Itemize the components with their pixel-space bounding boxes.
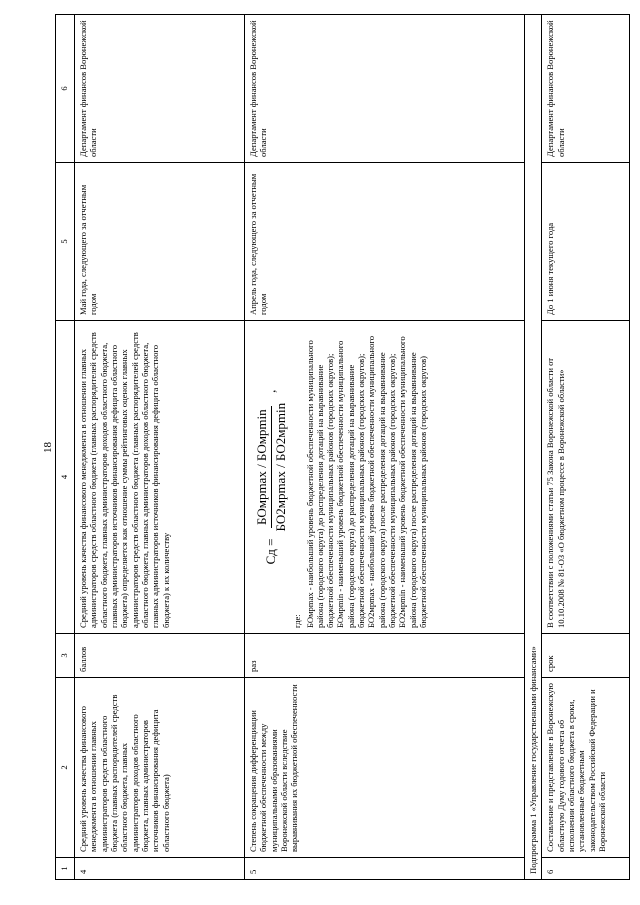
indicators-table [55, 14, 630, 880]
formula-numerator: БОмрmax / БОмрmin [254, 406, 272, 528]
definition: БО2мрmin - наименьший уровень бюджетной обеспеченности муниципального района (городского округа) после распределения дотаций на выравнивание бюджетной обеспеченности муниципальных районов (городских округов) [397, 336, 428, 628]
table-row [542, 15, 630, 880]
page-number: 18 [42, 442, 54, 453]
column-header: 2 [56, 678, 75, 858]
header-row [56, 15, 75, 880]
formula-denominator: БО2мрmax / БО2мрmin [272, 402, 288, 532]
subprogram-title: Подпрограмма 1 «Управление государственными финансами» [525, 15, 542, 880]
definition: БОмрmax - наибольший уровень бюджетной обеспеченности муниципального района (городского округа) до распределения дотаций на выравнивание бюджетной обеспеченности муниципальных районов (городских округов); [304, 340, 336, 628]
indicator-name: Степень сокращения дифференциации бюджетной обеспеченности между муниципальными образованиями Воронежской области вследствие выравнивания их бюджетной обеспеченности [245, 678, 525, 858]
column-header: 3 [56, 634, 75, 678]
reporting-term: Апрель года, следующего за отчетным годом [245, 163, 525, 321]
responsible-body: Департамент финансов Воронежской области [542, 15, 630, 163]
column-header: 4 [56, 321, 75, 634]
calculation-method: Средний уровень качества финансового менеджмента в отношении главных администраторов средств областного бюджета (главных распорядителей средств областного бюджета, главных администраторов доходов областного бюджета, главных администраторов источников финансирования дефицита областного бюджета) определяется как отношение суммы рейтинговых оценок главных администраторов средств областного бюджета (главных распорядителей средств областного бюджета, главных администраторов доходов областного бюджета, главных администраторов источников финансирования дефицита областного бюджета) к их количеству [75, 321, 245, 634]
table-row [75, 15, 245, 880]
row-number: 4 [75, 858, 245, 880]
table-row [245, 15, 525, 880]
definition: БОмрmin - наименьший уровень бюджетной обеспеченности муниципального района (городского округа) до распределения дотаций на выравнивание бюджетной обеспеченности муниципальных районов (городских округов); [335, 340, 367, 628]
column-header: 1 [56, 858, 75, 880]
indicator-name: Составление и представление в Воронежскую областную Думу годового отчета об исполнении областного бюджета в сроки, установленные бюджетным законодательством Российской Федерации и Воронежской области [542, 678, 630, 858]
where-label: где: [292, 614, 303, 628]
responsible-body: Департамент финансов Воронежской области [245, 15, 525, 163]
row-number: 5 [245, 858, 525, 880]
unit: баллов [75, 634, 245, 678]
calculation-method: В соответствии с положениями статьи 75 Закона Воронежской области от 10.10.2008 № 81-ОЗ «О бюджетном процессе в Воронежской области» [542, 321, 630, 634]
unit: раз [245, 634, 525, 678]
formula [254, 326, 288, 628]
responsible-body: Департамент финансов Воронежской области [75, 15, 245, 163]
formula-tail: , [263, 389, 279, 393]
row-number: 6 [542, 858, 630, 880]
unit: срок [542, 634, 630, 678]
indicator-name: Средний уровень качества финансового менеджмента в отношении главных администраторов средств областного бюджета (главных распорядителей средств областного бюджета, главных администраторов доходов областного бюджета, главных администраторов источников финансирования дефицита областного бюджета) [75, 678, 245, 858]
formula-fraction [254, 400, 288, 535]
definition: БО2мрmax - наибольший уровень бюджетной обеспеченности муниципального района (городского округа) после распределения дотаций на выравнивание бюджетной обеспеченности муниципальных районов (городских округов); [366, 335, 397, 628]
calculation-method [245, 321, 525, 634]
subprogram-row [525, 15, 542, 880]
formula-lhs: Сд = [263, 538, 279, 565]
column-header: 5 [56, 163, 75, 321]
column-header: 6 [56, 15, 75, 163]
reporting-term: До 1 июня текущего года [542, 163, 630, 321]
reporting-term: Май года, следующего за отчетным годом [75, 163, 245, 321]
rotated-page [30, 15, 615, 880]
